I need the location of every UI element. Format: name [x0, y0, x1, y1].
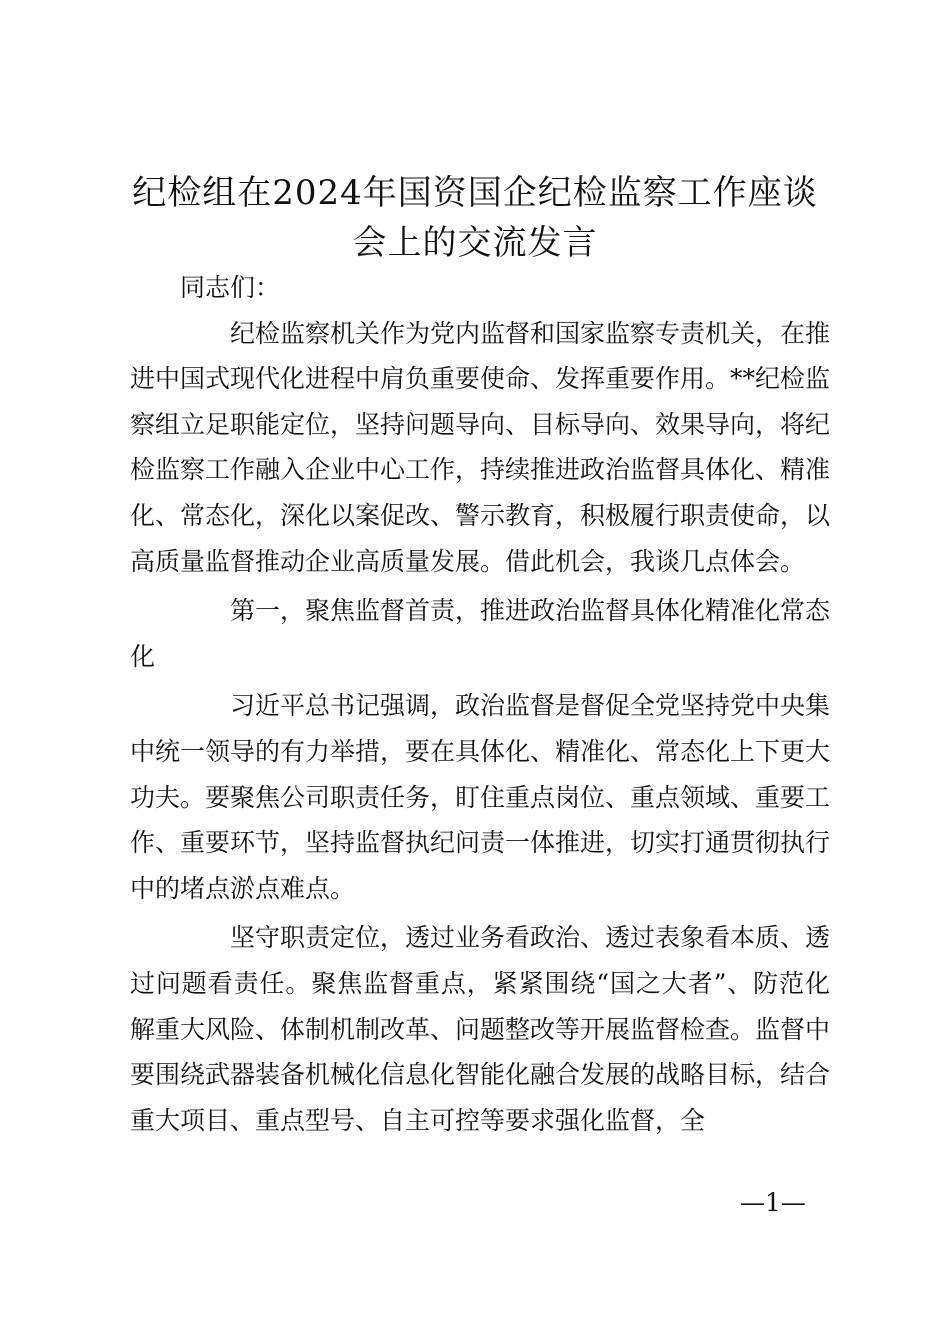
document-title [100, 168, 850, 268]
page-number: —1— [740, 1188, 806, 1217]
section-heading-1: 第一，聚焦监督首责，推进政治监督具体化精准化常态化 [130, 596, 831, 671]
paragraph-body-1: 习近平总书记强调，政治监督是督促全党坚持党中央集中统一领导的有力举措，要在具体化、精准化、常态化上下更大功夫。要聚焦公司职责任务，盯住重点岗位、重点领域、重要工作、重要环节，坚持监督执纪问责一体推进，切实打通贯彻执行中的堵点淤点难点。 [130, 691, 831, 903]
title-line-1: 纪检组在2024年国资国企纪检监察工作座谈 [132, 173, 818, 213]
paragraph-body-2: 坚守职责定位，透过业务看政治、透过表象看本质、透过问题看责任。聚焦监督重点，紧紧围绕“国之大者”、防范化解重大风险、体制机制改革、问题整改等开展监督检查。监督中要围绕武器装备机械化信息化智能化融合发展的战略目标，结合重大项目、重点型号、自主可控等要求强化监督，全 [130, 923, 831, 1135]
title-line-2: 会上的交流发言 [352, 223, 598, 263]
paragraph-intro: 纪检监察机关作为党内监督和国家监察专责机关，在推进中国式现代化进程中肩负重要使命、发挥重要作用。**纪检监察组立足职能定位，坚持问题导向、目标导向、效果导向，将纪检监察工作融入企业中心工作，持续推进政治监督具体化、精准化、常态化，深化以案促改、警示教育，积极履行职责使命，以高质量监督推动企业高质量发展。借此机会，我谈几点体会。 [130, 318, 831, 576]
document-body [130, 265, 830, 1143]
salutation: 同志们： [180, 273, 281, 302]
